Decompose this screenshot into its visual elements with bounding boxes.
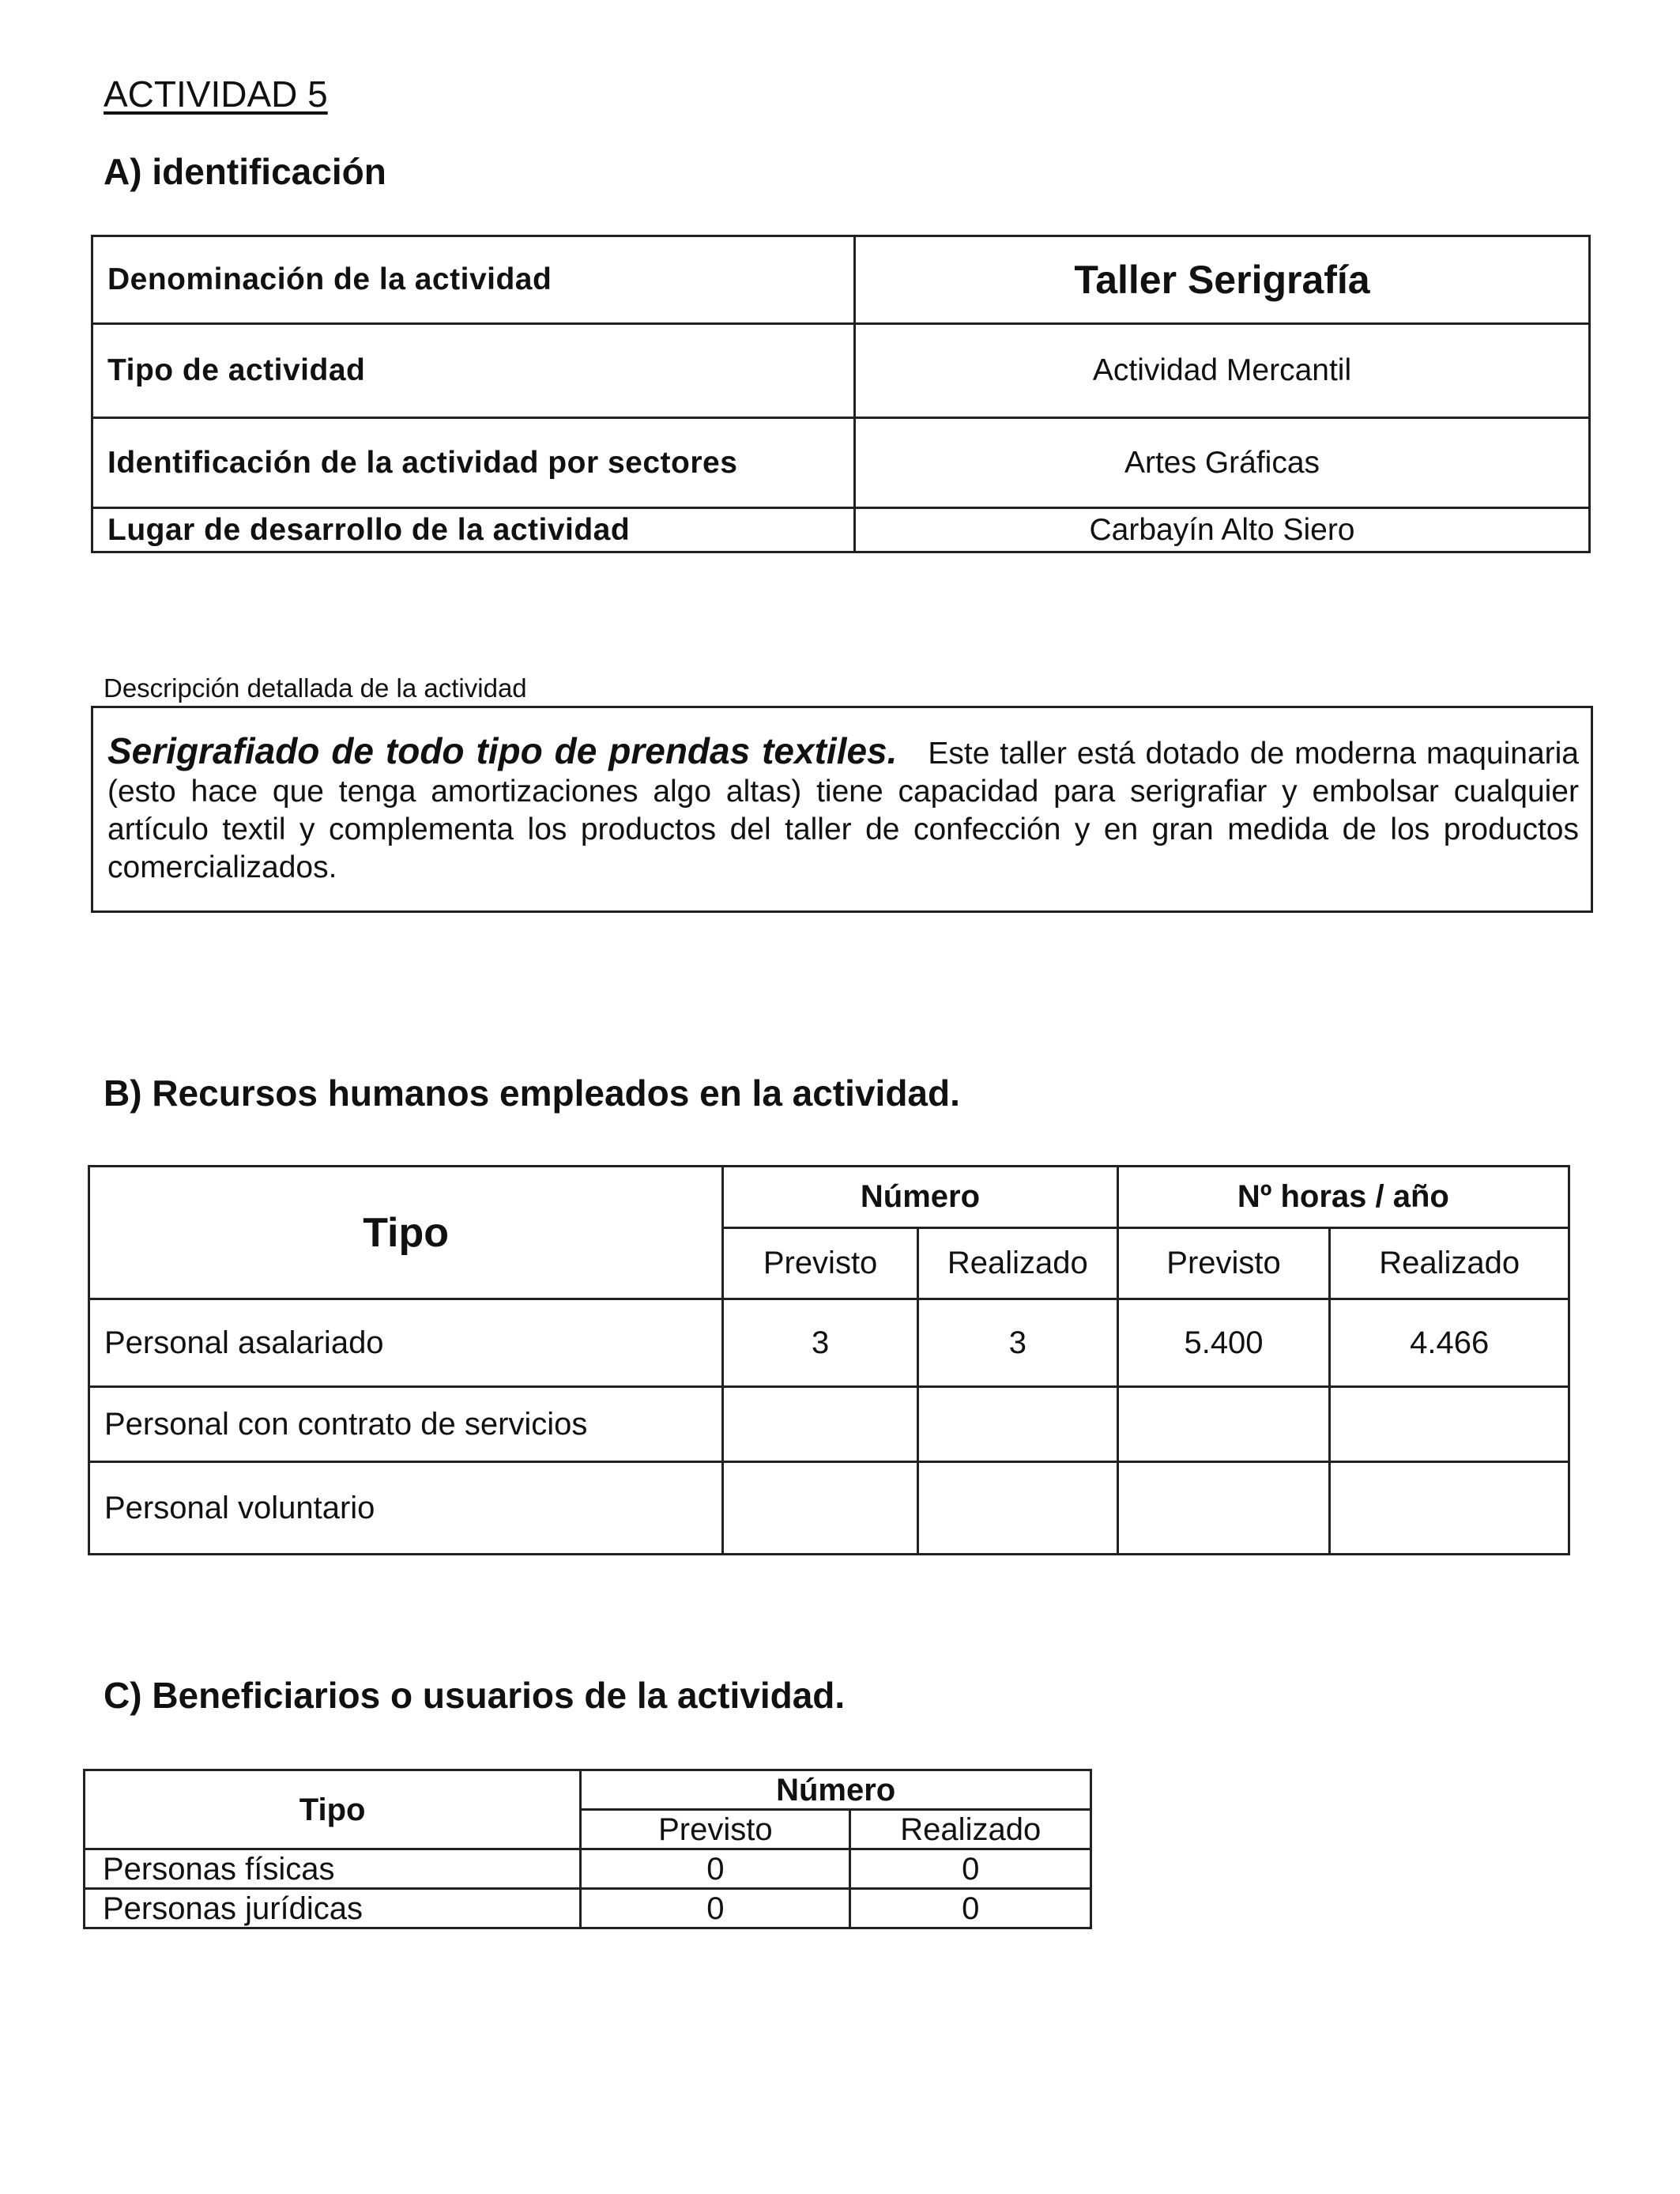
subheader-realizado: Realizado (850, 1810, 1091, 1849)
num-realizado-cell: 3 (917, 1299, 1117, 1387)
num-previsto-cell: 3 (723, 1299, 918, 1387)
num-realizado-cell (917, 1387, 1117, 1462)
row-label: Tipo de actividad (92, 324, 855, 418)
table-row (89, 1387, 1569, 1462)
row-value: Actividad Mercantil (855, 324, 1590, 418)
subheader-realizado: Realizado (1330, 1228, 1569, 1299)
identification-row (92, 508, 1590, 552)
header-row (85, 1770, 1091, 1810)
row-label: Denominación de la actividad (92, 236, 855, 324)
identification-row (92, 418, 1590, 508)
subheader-previsto: Previsto (1117, 1228, 1330, 1299)
realizado-cell: 0 (850, 1889, 1091, 1928)
description-box (91, 706, 1593, 913)
horas-realizado-cell (1330, 1387, 1569, 1462)
horas-realizado-cell: 4.466 (1330, 1299, 1569, 1387)
description-text: Este taller está dotado de moderna maquinaria (esto hace que tenga amortizaciones algo altas) tiene capacidad para serigrafiar y embolsar cualquier artículo textil y complementa los productos del taller de confección y en gran medida de los productos comercializados. (107, 737, 1579, 884)
tipo-cell: Personal con contrato de servicios (89, 1387, 723, 1462)
previsto-cell: 0 (581, 1849, 850, 1889)
row-label: Lugar de desarrollo de la actividad (92, 508, 855, 552)
horas-previsto-cell: 5.400 (1117, 1299, 1330, 1387)
subheader-previsto: Previsto (581, 1810, 850, 1849)
tipo-cell: Personal asalariado (89, 1299, 723, 1387)
tipo-cell: Personas físicas (85, 1849, 581, 1889)
tipo-cell: Personas jurídicas (85, 1889, 581, 1928)
horas-realizado-cell (1330, 1462, 1569, 1555)
section-c-title: C) Beneficiarios o usuarios de la actividad. (104, 1675, 846, 1716)
beneficiaries-table (83, 1769, 1092, 1929)
header-row (89, 1167, 1569, 1228)
subheader-previsto: Previsto (723, 1228, 918, 1299)
section-b-title: B) Recursos humanos empleados en la actividad. (104, 1072, 960, 1114)
human-resources-table (88, 1165, 1570, 1555)
num-previsto-cell (723, 1462, 918, 1555)
identification-table (91, 235, 1591, 553)
activity-name: Taller Serigrafía (855, 236, 1590, 324)
table-row (85, 1849, 1091, 1889)
horas-previsto-cell (1117, 1387, 1330, 1462)
num-previsto-cell (723, 1387, 918, 1462)
previsto-cell: 0 (581, 1889, 850, 1928)
identification-row (92, 324, 1590, 418)
horas-previsto-cell (1117, 1462, 1330, 1555)
activity-label: ACTIVIDAD 5 (104, 74, 328, 115)
identification-row (92, 236, 1590, 324)
section-a-title: A) identificación (104, 151, 386, 192)
header-tipo: Tipo (85, 1770, 581, 1849)
header-numero: Número (723, 1167, 1117, 1228)
table-row (85, 1889, 1091, 1928)
subheader-realizado: Realizado (917, 1228, 1117, 1299)
table-row (89, 1462, 1569, 1555)
tipo-cell: Personal voluntario (89, 1462, 723, 1555)
row-value: Artes Gráficas (855, 418, 1590, 508)
description-emphasis: Serigrafiado de todo tipo de prendas textiles. (107, 730, 898, 771)
realizado-cell: 0 (850, 1849, 1091, 1889)
row-label: Identificación de la actividad por sectores (92, 418, 855, 508)
num-realizado-cell (917, 1462, 1117, 1555)
table-row (89, 1299, 1569, 1387)
description-label: Descripción detallada de la actividad (104, 673, 527, 703)
row-value: Carbayín Alto Siero (855, 508, 1590, 552)
header-numero: Número (581, 1770, 1091, 1810)
header-tipo: Tipo (89, 1167, 723, 1299)
header-horas: Nº horas / año (1117, 1167, 1569, 1228)
